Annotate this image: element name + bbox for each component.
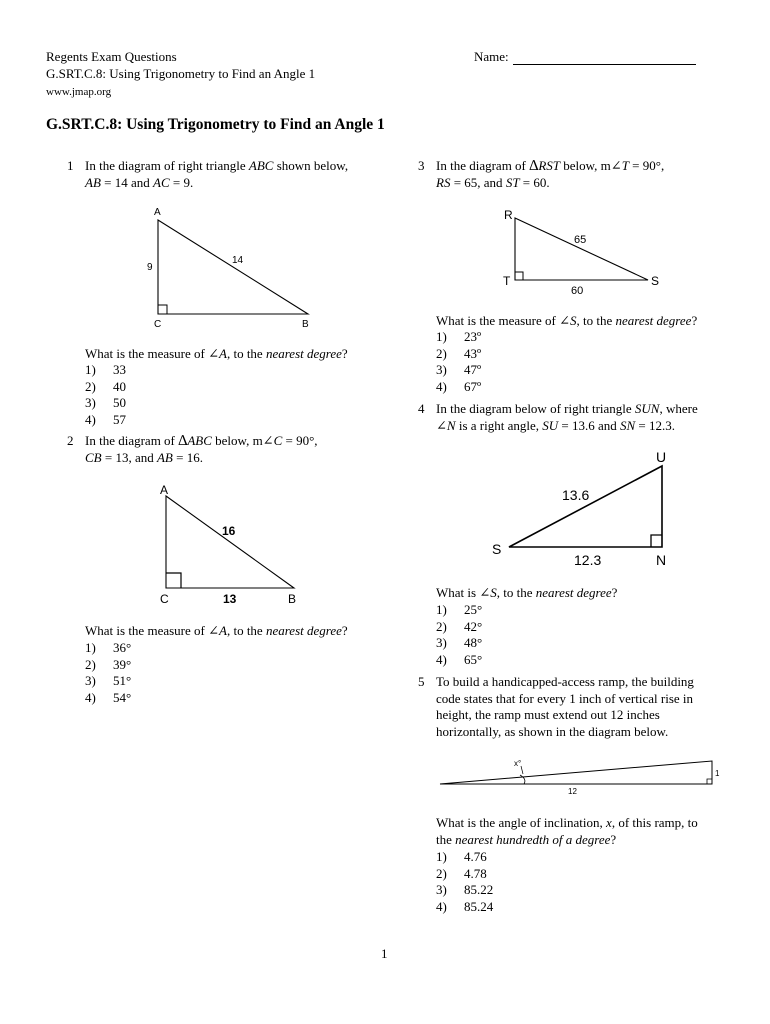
question-4-number: 4 [418,401,425,416]
vertex-label-c: C [154,319,162,330]
side-label-rise: 1 [715,769,720,778]
angle-arc [520,775,525,784]
answer-choice: 4) 67º [436,378,482,394]
question-2-answers [85,640,131,706]
vertex-label-a: A [160,483,169,497]
name-field [474,49,696,65]
question-3-number: 3 [418,158,425,173]
question-2-diagram [150,480,310,610]
side-label-run: 12 [568,787,577,796]
side-label-cb: 13 [223,592,237,606]
question-2-text: In the diagram of ∆ABC below, m∠C = 90°, CB = 13, and AB = 16. [85,433,318,465]
side-label-ac: 9 [147,262,153,273]
vertex-label-s: S [651,274,660,288]
question-2-prompt: What is the measure of ∠A, to the nearest degree? [85,623,348,638]
question-4-text: In the diagram below of right triangle SUN, where ∠N is a right angle, SU = 13.6 and SN = 12.3. [436,401,698,433]
vertex-label-a: A [154,207,161,218]
answer-choice: 3) 85.22 [436,882,494,898]
name-blank-line [513,50,696,65]
answer-choice: 4) 85.24 [436,898,494,914]
answer-choice: 3) 50 [85,395,126,411]
triangle-rst [515,218,648,280]
header-topic: G.SRT.C.8: Using Trigonometry to Find an Angle 1 [46,66,316,81]
side-label-sn: 12.3 [574,552,602,568]
header-course: Regents Exam Questions [46,49,177,64]
angle-pointer [521,766,523,774]
side-label-rs: 65 [574,234,587,246]
vertex-label-b: B [288,592,297,606]
vertex-label-r: R [504,208,513,222]
right-angle-mark-2 [166,573,181,588]
page-title: G.SRT.C.8: Using Trigonometry to Find an Angle 1 [46,116,385,133]
question-4-diagram [485,448,685,573]
vertex-label-s: S [492,541,502,557]
question-5-answers [436,849,493,915]
side-label-ab: 16 [222,524,236,538]
right-angle-mark-3 [515,272,523,280]
answer-choice: 1) 4.76 [436,849,487,864]
question-4-answers [436,602,482,668]
question-2-number: 2 [67,433,74,448]
answer-choice: 1) 23º [436,329,482,344]
ramp-triangle [440,761,712,784]
answer-choice: 2) 39° [85,656,132,672]
question-1-diagram [140,200,330,335]
triangle-abc-2 [166,496,294,588]
answer-choice: 3) 47º [436,362,482,378]
side-label-ab: 14 [232,255,244,266]
vertex-label-u: U [656,449,667,465]
answer-choice: 4) 54° [85,689,132,705]
answer-choice: 3) 51° [85,673,132,689]
question-3-text: In the diagram of ∆RST below, m∠T = 90°, RS = 65, and ST = 60. [436,158,665,190]
header-website: www.jmap.org [46,86,112,98]
question-1-prompt: What is the measure of ∠A, to the nearest degree? [85,346,348,361]
answer-choice: 2) 4.78 [436,865,487,881]
right-angle-mark-5 [707,779,712,784]
side-label-su: 13.6 [562,487,590,503]
question-1-text: In the diagram of right triangle ABC shown below, AB = 14 and AC = 9. [85,158,349,190]
answer-choice: 2) 40 [85,378,126,394]
answer-choice: 2) 42° [436,618,483,634]
answer-choice: 3) 48° [436,635,483,651]
question-5-prompt: What is the angle of inclination, x, of this ramp, to the nearest hundredth of a degree? [436,815,698,847]
angle-label-x: x° [514,759,522,768]
answer-choice: 1) 36° [85,640,132,655]
question-5-number: 5 [418,674,425,689]
question-5-text: To build a handicapped-access ramp, the building code states that for every 1 inch of vertical rise in height, the ramp must extend out 12 inches horizontally, as shown in the diagram below. [436,674,694,739]
question-3-prompt: What is the measure of ∠S, to the nearest degree? [436,313,698,328]
question-3-diagram [495,200,670,300]
question-3-answers [436,329,481,395]
answer-choice: 4) 65° [436,651,483,667]
question-1-number: 1 [67,158,74,173]
answer-choice: 4) 57 [85,411,126,427]
name-label: Name: [474,49,509,64]
triangle-sun [509,466,662,547]
side-label-st: 60 [571,285,584,297]
page-number: 1 [381,946,388,961]
triangle-abc-1 [158,220,308,314]
right-angle-mark-4 [651,535,662,547]
question-4-prompt: What is ∠S, to the nearest degree? [436,585,618,600]
answer-choice: 2) 43º [436,345,482,361]
right-angle-mark-1 [158,305,167,314]
answer-choice: 1) 33 [85,362,126,377]
question-5-ramp-diagram [435,755,730,800]
question-1-answers [85,362,126,428]
vertex-label-t: T [503,274,511,288]
vertex-label-b: B [302,319,309,330]
vertex-label-n: N [656,552,667,568]
answer-choice: 1) 25° [436,602,483,617]
vertex-label-c: C [160,592,169,606]
